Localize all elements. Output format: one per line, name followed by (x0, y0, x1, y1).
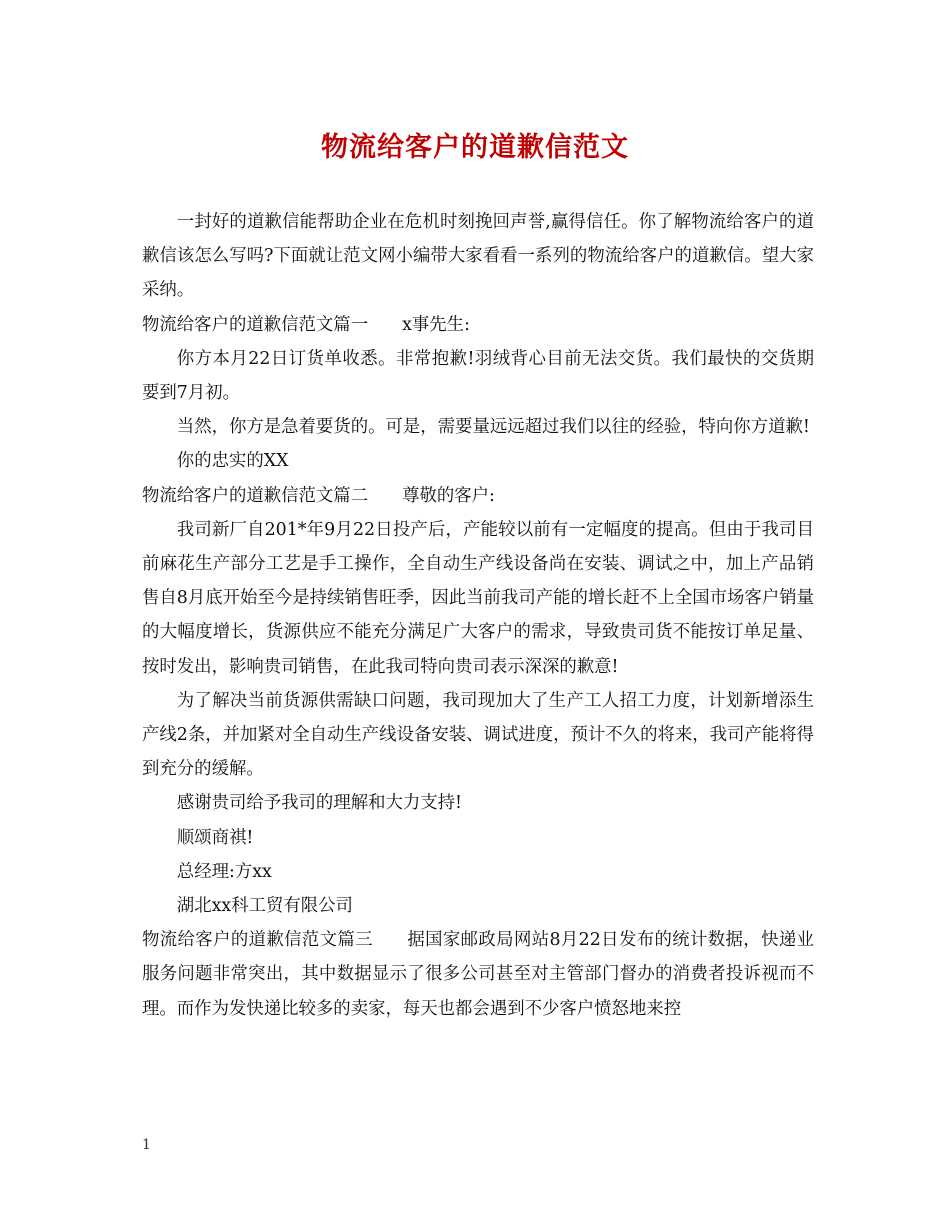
section-1-heading-line (142, 308, 814, 342)
section-1-heading: 物流给客户的道歉信范文篇一 (142, 314, 369, 335)
section-2-paragraph: 我司新厂自201*年9月22日投产后，产能较以前有一定幅度的提高。但由于我司目前麻花生产部分工艺是手工操作，全自动生产线设备尚在安装、调试之中，加上产品销售自8月底开始至今是持续销售旺季，因此当前我司产能的增长赶不上全国市场客户销量的大幅度增长，货源供应不能充分满足广大客户的需求，导致贵司货不能按订单足量、按时发出，影响贵司销售，在此我司特向贵司表示深深的歉意! (142, 519, 814, 677)
section-2-salutation: 尊敬的客户: (402, 485, 495, 506)
section-3-text: 据国家邮政局网站8月22日发布的统计数据，快递业服务问题非常突出，其中数据显示了很多公司甚至对主管部门督办的消费者投诉视而不理。而作为发快递比较多的卖家，每天也都会遇到不少客户愤怒地来控 (142, 930, 814, 1019)
section-2-heading: 物流给客户的道歉信范文篇二 (142, 485, 369, 506)
section-1-signature: 你的忠实的XX (176, 451, 289, 472)
section-2-company: 湖北xx科工贸有限公司 (176, 896, 353, 917)
intro-paragraph: 一封好的道歉信能帮助企业在危机时刻挽回声誉,赢得信任。你了解物流给客户的道歉信该怎么写吗?下面就让范文网小编带大家看看一系列的物流给客户的道歉信。望大家采纳。 (142, 212, 814, 301)
section-2-heading-line (142, 479, 814, 513)
section-3-heading: 物流给客户的道歉信范文篇三 (142, 930, 373, 951)
section-2-paragraph: 为了解决当前货源供需缺口问题，我司现加大了生产工人招工力度，计划新增添生产线2条，并加紧对全自动生产线设备安装、调试进度，预计不久的将来，我司产能将得到充分的缓解。 (142, 690, 814, 780)
section-2-closing: 顺颂商祺! (176, 827, 254, 848)
section-1-salutation: x事先生: (402, 314, 470, 335)
document-body (142, 205, 814, 1026)
section-2-thanks: 感谢贵司给予我司的理解和大力支持! (176, 793, 463, 814)
document-title: 物流给客户的道歉信范文 (321, 132, 629, 163)
section-1-paragraph: 当然，你方是急着要货的。可是，需要量远远超过我们以往的经验，特向你方道歉! (176, 417, 810, 438)
section-2-signer: 总经理:方xx (176, 861, 272, 882)
section-3-paragraph (142, 923, 814, 1026)
page-number: 1 (142, 1137, 151, 1153)
section-1-paragraph: 你方本月22日订货单收悉。非常抱歉!羽绒背心目前无法交货。我们最快的交货期要到7月初。 (142, 348, 814, 404)
